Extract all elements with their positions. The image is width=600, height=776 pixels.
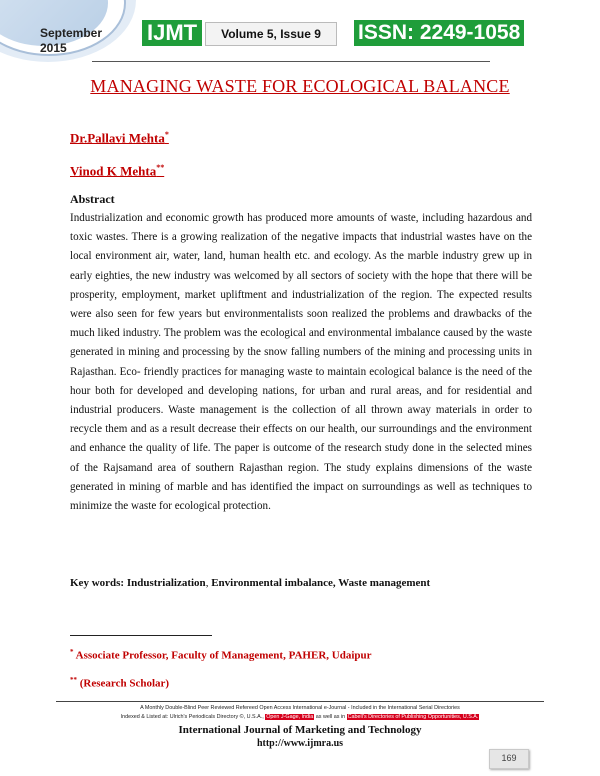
footer-description: A Monthly Double-Blind Peer Reviewed Refereed Open Access International e-Journal - Included in the International Serial Directories (140, 705, 460, 711)
paper-title: MANAGING WASTE FOR ECOLOGICAL BALANCE (90, 76, 510, 96)
footnote-1 (70, 648, 372, 662)
author-2 (70, 163, 164, 179)
footnote-rule (70, 635, 212, 636)
keyword-separator: , (205, 577, 209, 589)
author-2-mark: ** (156, 163, 165, 172)
footnote-1-text: Associate Professor, Faculty of Management, PAHER, Udaipur (75, 649, 372, 662)
page-number: 169 (501, 753, 517, 763)
footer-journal-name: International Journal of Marketing and Technology (178, 724, 422, 736)
footer-indexing-c: as well as in (315, 714, 346, 720)
keywords-label: Key words: (70, 577, 125, 589)
volume-issue: Volume 5, Issue 9 (205, 22, 337, 46)
footer-indexing-a: Indexed & Listed at: Ulrich's Periodicals Directory ©, U.S.A., (120, 714, 264, 720)
author-1-mark: * (164, 130, 169, 139)
keyword-separator: , (332, 577, 336, 589)
footer-indexing (0, 713, 600, 721)
footnote-1-mark: * (70, 648, 74, 656)
footer-indexing-highlight-1: Open J-Gage, India (266, 714, 314, 720)
header-rule (92, 61, 490, 62)
author-2-name: Vinod K Mehta (70, 163, 157, 179)
author-1 (70, 130, 169, 146)
issue-date: September 2015 (40, 26, 103, 55)
abstract-heading: Abstract (70, 192, 115, 206)
footer-url[interactable]: http://www.ijmra.us (256, 738, 344, 749)
footnote-2-mark: ** (70, 676, 77, 684)
footer-rule (56, 701, 544, 702)
keyword-3: Waste management (338, 577, 431, 589)
issn: ISSN: 2249-1058 (354, 20, 524, 46)
keyword-2: Environmental imbalance (211, 577, 333, 589)
footnote-2-text: (Research Scholar) (79, 677, 170, 690)
keyword-1: Industrialization (126, 577, 206, 589)
keywords (70, 577, 430, 589)
journal-name: IJMT (142, 20, 202, 46)
footnote-2 (70, 676, 169, 690)
author-1-name: Dr.Pallavi Mehta (70, 130, 165, 146)
abstract-text: Industrialization and economic growth has produced more amounts of waste, including hazardous and toxic wastes. There is a growing realization of the negative impacts that industrial wastes have on the local environment air, water, land, human health etc. and ecology. As the marble industry grew up in early eighties, the new industry was welcomed by all sectors of society with the hope that there will be prosperity, employment, market upliftment and industrialization of the region. The expected results were also seen for few years but environmentalists soon realized the problems and drawbacks of the much liked industry. The problem was the ecological and environmental imbalance caused by the waste generated in mining and processing by the snow falling numbers of the mining and processing units in Rajasthan. Eco- friendly practices for managing waste to maintain ecological balance is the need of the hour both for developed and developing nations, for urban and rural areas, and for residential and industrial producers. Waste management is the collection of all thrown away materials in order to recycle them and as a result decrease their effects on our health, our surroundings and the environment and enhance the quality of life. The paper is outcome of the research study done in the selected mines of the Rajsamand area of southern Rajasthan region. The study explains dimensions of the waste generated in mining of marble and has identified the impact on surroundings as well as techniques to minimize the waste for ecological protection. (70, 212, 532, 513)
footer-indexing-highlight-2: Cabell's Directories of Publishing Opportunities, U.S.A. (347, 714, 479, 720)
